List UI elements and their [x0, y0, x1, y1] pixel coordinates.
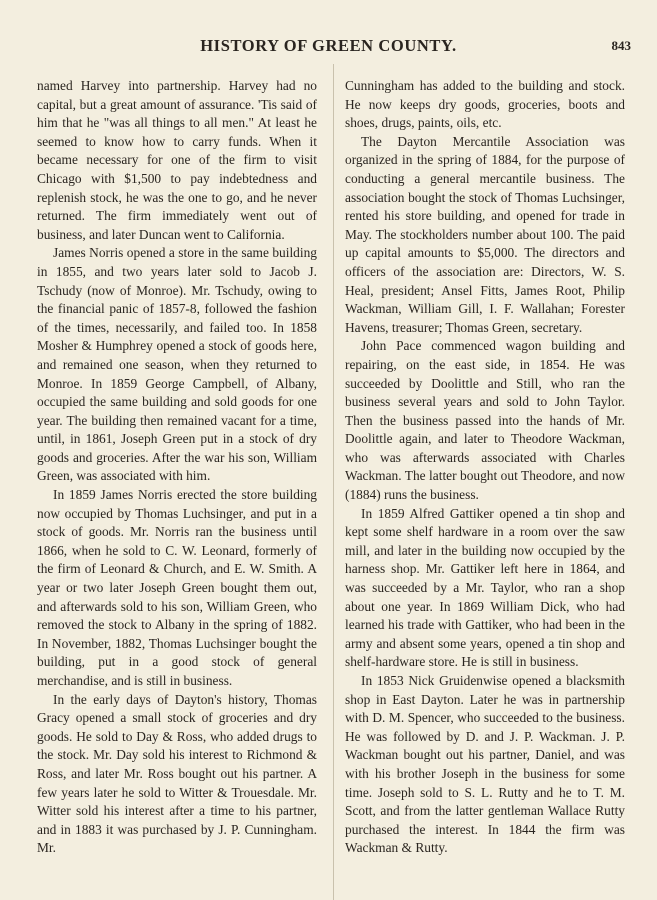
left-column	[37, 77, 317, 858]
paragraph: In 1859 Alfred Gattiker opened a tin shop and kept some shelf hardware in a room over the saw mill, and later in the building now occupied by the harness shop. Mr. Gattiker left here in 1864, and was succeeded by a Mr. Taylor, who ran a shop about one year. In 1869 William Dick, who had learned his trade with Gattiker, who had been in the army and absent some years, opened a tin shop and shelf-hardware store. He is still in business.	[345, 505, 625, 670]
paragraph: In 1853 Nick Gruidenwise opened a blacksmith shop in East Dayton. Later he was in partnership with D. M. Spencer, who succeeded to the business. He was followed by D. and J. P. Wackman. J. P. Wackman bought out his partner, Daniel, and was with his brother Joseph in the business for some time. Joseph sold to S. L. Rutty and he to T. M. Scott, and from the latter gentleman Wallace Rutty purchased the interest. In 1844 the firm was Wackman & Rutty.	[345, 673, 625, 856]
paragraph: James Norris opened a store in the same building in 1855, and two years later sold to Jacob J. Tschudy (now of Monroe). Mr. Tschudy, owing to the financial panic of 1857-8, followed the fashion of the times, necessarily, and failed too. In 1858 Mosher & Humphrey opened a stock of goods here, and remained one season, when they returned to Monroe. In 1859 George Campbell, of Albany, occupied the same building and sold goods for one year. The building then remained vacant for a time, until, in 1861, Joseph Green put in a stock of dry goods and groceries. After the war his son, William Green, was associated with him.	[37, 245, 317, 484]
page-number: 843	[611, 38, 631, 53]
paragraph: John Pace commenced wagon building and repairing, on the east side, in 1854. He was succeeded by Doolittle and Still, who ran the business several years and sold to John Taylor. Then the business passed into the hands of Mr. Doolittle again, and later to Theodore Wackman, who was afterwards associated with Charles Wackman. The latter bought out Theodore, and now (1884) runs the business.	[345, 338, 625, 503]
paragraph: The Dayton Mercantile Association was organized in the spring of 1884, for the purpose of conducting a general mercantile business. The association bought the stock of Thomas Luchsinger, rented his store building, and opened for trade in May. The stockholders number about 100. The paid up capital amounts to $5,000. The directors and officers of the association are: Directors, W. S. Heal, president; Ansel Fitts, James Root, Philip Wackman, William Gill, I. F. Wallahan; Forester Havens, treasurer; Thomas Green, secretary.	[345, 133, 625, 335]
paragraph: In 1859 James Norris erected the store building now occupied by Thomas Luchsinger, and put in a stock of goods. Mr. Norris ran the business until 1866, when he sold to C. W. Leonard, formerly of the firm of Leonard & Church, and E. W. Smith. A year or two later Joseph Green bought them out, and afterwards sold to his son, William Green, who removed the stock to Albany in the spring of 1882. In November, 1882, Thomas Luchsinger bought the building, put in a good stock of general merchandise, and is still in business.	[37, 487, 317, 688]
paragraph: In the early days of Dayton's history, Thomas Gracy opened a small stock of groceries and dry goods. He sold to Day & Ross, who added drugs to the stock. Mr. Day sold his interest to Richmond & Ross, and later Mr. Ross bought out his partner. A few years later he sold to Witter & Trouesdale. Mr. Witter sold his interest after a time to his partner, and in 1883 it was purchased by J. P. Cunningham. Mr.	[37, 691, 317, 856]
column-divider	[333, 64, 334, 900]
paragraph: Cunningham has added to the building and stock. He now keeps dry goods, groceries, boots and shoes, drugs, paints, oils, etc.	[345, 78, 625, 131]
paragraph: named Harvey into partnership. Harvey had no capital, but a great amount of assurance. 'Tis said of him that he "was all things to all men." At least he seemed to know how to carry funds. When it became necessary for one of the firm to visit Chicago with $1,500 to pay indebtedness and replenish stock, he was the one to go, and he never returned. The firm immediately went out of business, and later Duncan went to California.	[37, 78, 317, 242]
running-header: HISTORY OF GREEN COUNTY.	[200, 36, 457, 55]
right-column	[345, 77, 625, 858]
